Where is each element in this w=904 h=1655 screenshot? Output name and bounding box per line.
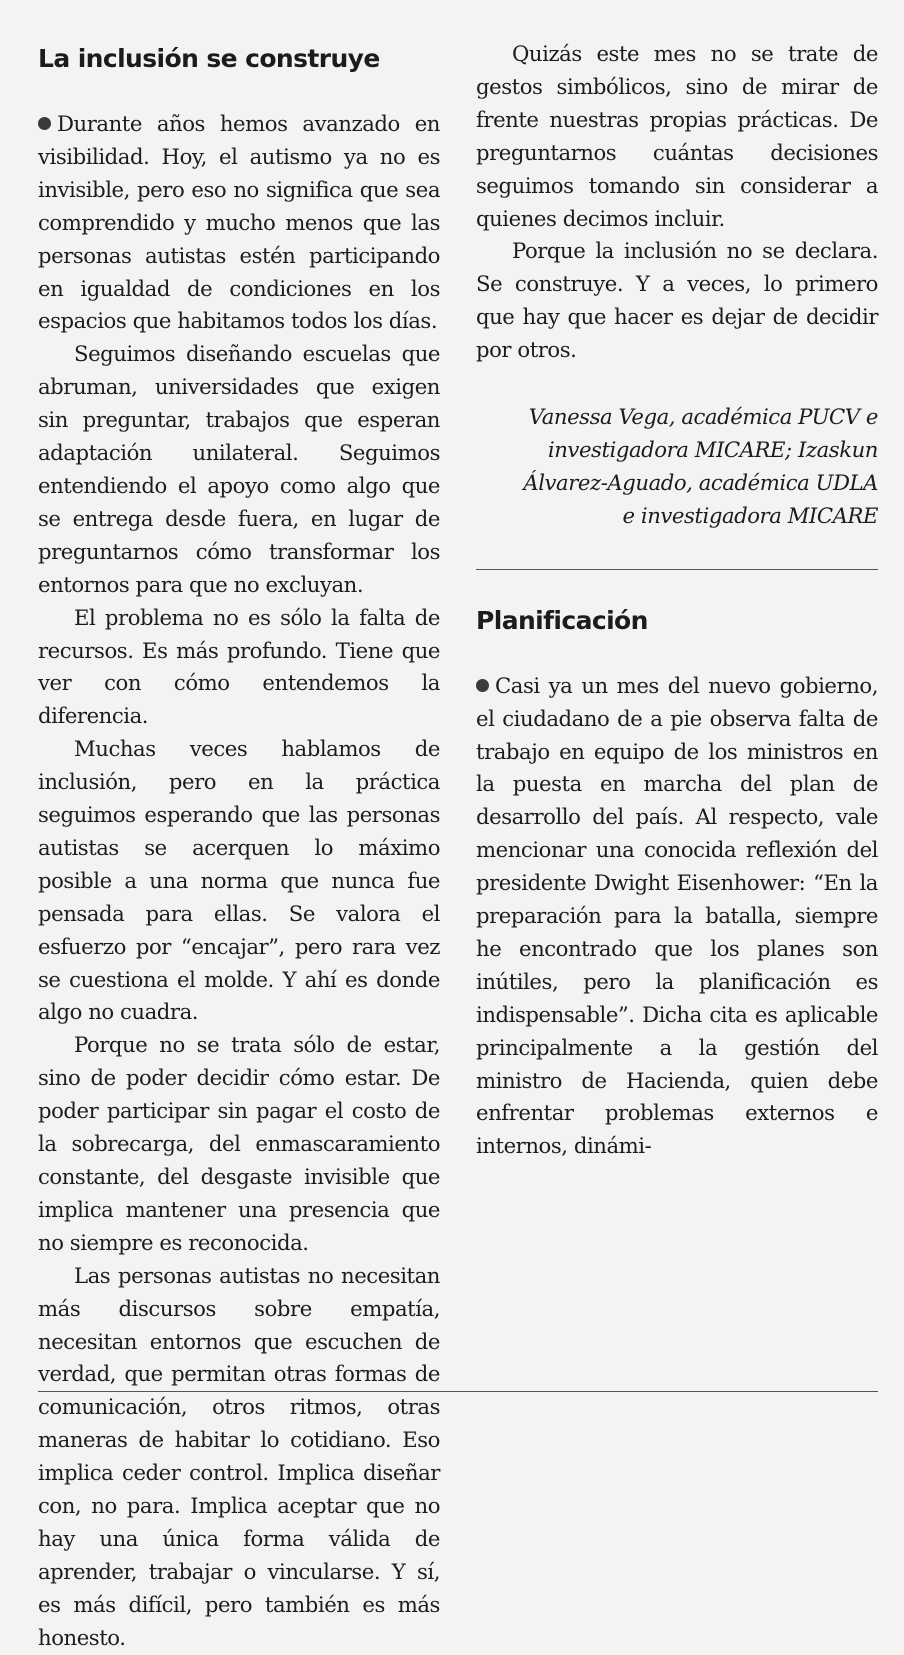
bullet-icon [38,117,51,130]
article-paragraph: Porque la inclusión no se declara. Se construye. Y a veces, lo primero que hay que hacer es dejar de decidir por otros. [476,238,878,363]
section-divider [476,569,878,570]
article-paragraph: Porque no se trata sólo de estar, sino de poder decidir cómo estar. De poder participar sin pagar el costo de la sobrecarga, del enmascaramiento constante, del desgaste invisible que implica mantener una presencia que no siempre es reconocida. [38,1032,440,1255]
article-paragraph: El problema no es sólo la falta de recursos. Es más profundo. Tiene que ver con cómo entendemos la diferencia. [38,604,440,729]
article-signature: Vanessa Vega, académica PUCV e investigadora MICARE; Izaskun Álvarez-Aguado, académica UDLA e investigadora MICARE [523,404,878,528]
bottom-divider [38,1391,878,1392]
left-column [38,38,440,1655]
article-paragraph: Seguimos diseñando escuelas que abruman, universidades que exigen sin preguntar, trabajos que esperan adaptación unilateral. Seguimos entendiendo el apoyo como algo que se entrega desde fuera, en lugar de preguntarnos cómo transformar los entornos para que no excluyan. [38,341,440,597]
article-paragraph: Casi ya un mes del nuevo gobierno, el ciudadano de a pie observa falta de trabajo en equipo de los ministros en la puesta en marcha del plan de desarrollo del país. Al respecto, vale mencionar una conocida reflexión del presidente Dwight Eisenhower: “En la preparación para la batalla, siempre he encontrado que los planes son inútiles, pero la planificación es indispensable”. Dicha cita es aplicable principalmente a la gestión del ministro de Hacienda, quien debe enfrentar problemas externos e internos, dinámi- [476,672,878,1159]
article-title: Planificación [476,605,648,635]
article-title: La inclusión se construye [38,44,380,73]
article-paragraph: Quizás este mes no se trate de gestos simbólicos, sino de mirar de frente nuestras propias prácticas. De preguntarnos cuántas decisiones seguimos tomando sin considerar a quienes decimos incluir. [476,41,878,231]
article-paragraph: Las personas autistas no necesitan más discursos sobre empatía, necesitan entornos que escuchen de verdad, que permitan otras formas de comunicación, otros ritmos, otras maneras de habitar lo cotidiano. Eso implica ceder control. Implica diseñar con, no para. Implica aceptar que no hay una única forma válida de aprender, trabajar o vincularse. Y sí, es más difícil, pero también es más honesto. [38,1262,440,1650]
article-paragraph: Durante años hemos avanzado en visibilidad. Hoy, el autismo ya no es invisible, pero eso no significa que sea comprendido y mucho menos que las personas autistas estén participando en igualdad de condiciones en los espacios que habitamos todos los días. [38,111,440,334]
article-paragraph: Muchas veces hablamos de inclusión, pero en la práctica seguimos esperando que las personas autistas se acerquen lo máximo posible a una norma que nunca fue pensada para ellas. Se valora el esfuerzo por “encajar”, pero rara vez se cuestiona el molde. Y ahí es donde algo no cuadra. [38,736,440,1025]
bullet-icon [476,679,489,692]
right-column [476,38,878,1163]
